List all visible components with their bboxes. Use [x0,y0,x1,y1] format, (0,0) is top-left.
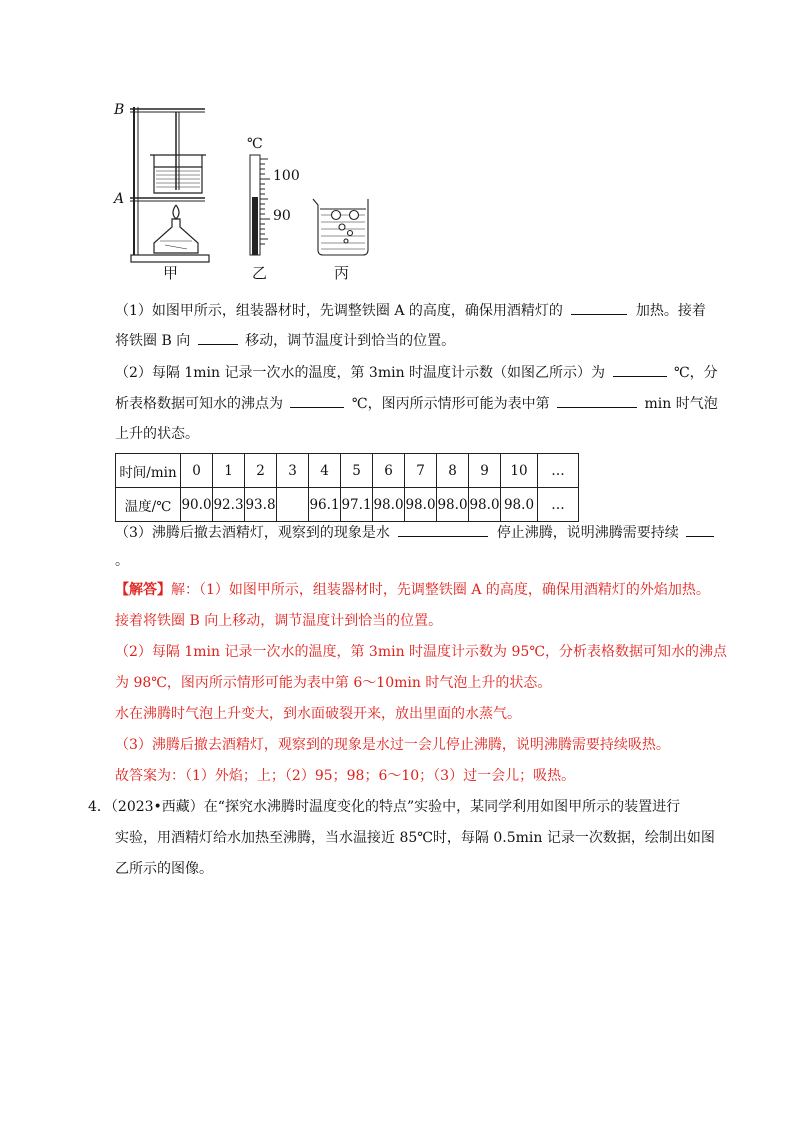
q3-blank-1 [398,522,488,537]
temp-cell: … [538,488,579,522]
time-cell: 1 [213,454,245,488]
q1-blank-1 [571,300,627,315]
temp-cell: 98.0 [373,488,405,522]
q2-blank-1 [613,362,667,377]
answer-line-3: （2）每隔 1min 记录一次水的温度，第 3min 时温度计示数为 95℃，分析表格数据可知水的沸点 [115,644,727,660]
q4-line3: 乙所示的图像。 [115,861,213,877]
q1-text-a: （1）如图甲所示，组装器材时，先调整铁圈 A 的高度，确保用酒精灯的 [115,303,563,319]
time-cell: … [538,454,579,488]
q3-text-b: 停止沸腾，说明沸腾需要持续 [496,525,679,541]
time-cell: 4 [309,454,341,488]
q2-blank-3 [557,393,637,408]
label-A: A [114,191,125,207]
q2-text-c: 析表格数据可知水的沸点为 [115,396,283,412]
time-cell: 0 [181,454,213,488]
q1-line1 [115,300,706,321]
time-cell: 2 [245,454,277,488]
q4-number: 4． [88,799,111,815]
answer-line-2: 接着将铁圈 B 向上移动，调节温度计到恰当的位置。 [115,613,443,629]
tick-label-90: 90 [273,208,291,224]
caption-jia: 甲 [163,264,179,282]
time-cell: 9 [469,454,501,488]
temp-cell: 98.0 [501,488,538,522]
answer-line-5: 水在沸腾时气泡上升变大，到水面破裂开来，放出里面的水蒸气。 [115,706,521,722]
temp-cell: 98.0 [437,488,469,522]
time-cell: 8 [437,454,469,488]
q1-text-c: 将铁圈 B 向 [115,333,191,349]
iron-stand-drawing [130,107,209,262]
q3-line2: 。 [115,553,129,569]
table-row-temp [116,488,579,522]
celsius-unit-label: ℃ [247,136,263,152]
time-cell: 7 [405,454,437,488]
temp-cell: 90.0 [181,488,213,522]
q1-text-d: 移动，调节温度计到恰当的位置。 [245,333,456,349]
q1-line2 [115,330,455,351]
temp-cell [277,488,309,522]
q2-text-b: ℃，分 [673,365,718,381]
q2-line2 [115,393,718,414]
q2-text-d: ℃，图丙所示情形可能为表中第 [351,396,550,412]
apparatus-diagram [110,95,370,270]
caption-bing: 丙 [334,264,350,282]
temp-cell: 98.0 [469,488,501,522]
q2-line1 [115,362,718,383]
q3-text-a: （3）沸腾后撤去酒精灯，观察到的现象是水 [115,525,390,541]
answer-line-6: （3）沸腾后撤去酒精灯，观察到的现象是水过一会儿停止沸腾，说明沸腾需要持续吸热。 [115,737,670,753]
temperature-table [115,453,579,522]
time-header: 时间/min [116,454,181,488]
q1-text-b: 加热。接着 [635,303,706,319]
answer-line-4: 为 98℃，图丙所示情形可能为表中第 6～10min 时气泡上升的状态。 [115,675,552,691]
q2-line3: 上升的状态。 [115,426,199,442]
thermometer-scale-drawing [250,155,270,255]
table-row-time [116,454,579,488]
tick-label-100: 100 [273,168,300,184]
temp-cell: 98.0 [405,488,437,522]
temp-cell: 97.1 [341,488,373,522]
q4-line2: 实验，用酒精灯给水加热至沸腾，当水温接近 85℃时，每隔 0.5min 记录一次数据，绘制出如图 [115,830,715,846]
temp-cell: 93.8 [245,488,277,522]
q2-blank-2 [290,393,344,408]
time-cell: 5 [341,454,373,488]
boiling-beaker-drawing [313,199,368,255]
time-cell: 3 [277,454,309,488]
temp-cell: 92.3 [213,488,245,522]
q4-line1 [88,797,680,817]
q3-line1 [115,522,717,543]
q3-blank-2 [686,522,714,537]
temp-cell: 96.1 [309,488,341,522]
temp-header: 温度/℃ [116,488,181,522]
q4-text-1: （2023•西藏）在“探究水沸腾时温度变化的特点”实验中，某同学利用如图甲所示的装置进行 [110,799,681,815]
q1-blank-2 [198,330,238,345]
caption-yi: 乙 [252,264,268,282]
answer-tag: 【解答】 [115,582,171,598]
answer-line-7: 故答案为：（1）外焰；上；（2）95；98；6～10；（3）过一会儿；吸热。 [115,768,576,784]
time-cell: 10 [501,454,538,488]
answer-line-1 [115,580,710,600]
q2-text-e: min 时气泡 [644,396,718,412]
time-cell: 6 [373,454,405,488]
answer-text-1: 解：（1）如图甲所示，组装器材时，先调整铁圈 A 的高度，确保用酒精灯的外焰加热。 [171,582,710,598]
q2-text-a: （2）每隔 1min 记录一次水的温度，第 3min 时温度计示数（如图乙所示）为 [115,365,606,381]
label-B: B [114,102,125,118]
